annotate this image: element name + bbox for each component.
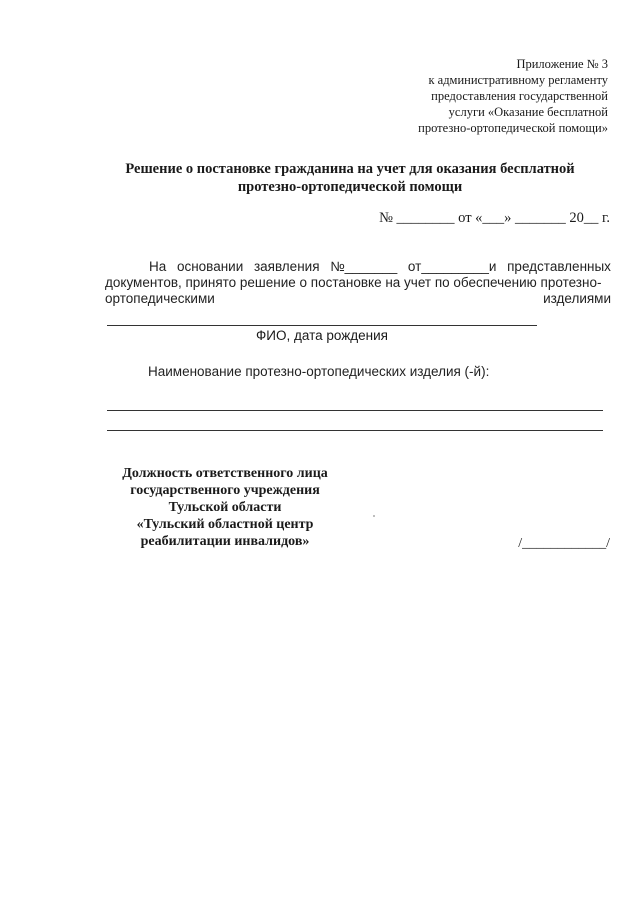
basis-word: заявления [253,259,320,274]
official-position [95,465,355,550]
basis-paragraph [105,259,611,307]
number-date-line: № ________ от «___» _______ 20__ г. [379,210,610,226]
basis-row [105,259,611,275]
document-title [80,160,620,196]
official-line: Тульской области [168,500,282,515]
basis-word: №_______ [330,259,398,274]
basis-text: ортопедическими [105,291,215,306]
annex-line: услуги «Оказание бесплатной [448,105,608,119]
basis-row [105,291,611,307]
fio-label: ФИО, дата рождения [256,328,388,343]
annex-header [418,56,608,136]
official-line: реабилитации инвалидов» [140,534,310,549]
annex-line: предоставления государственной [431,89,608,103]
basis-word: от_________и [407,259,497,274]
title-line: Решение о постановке гражданина на учет для оказания бесплатной [125,161,575,177]
items-fill-line [107,430,603,431]
basis-text: документов, принято решение о постановке на учет по обеспечению протезно- [105,275,602,290]
items-fill-line [107,410,603,411]
annex-line: протезно-ортопедической помощи» [418,121,608,135]
official-line: государственного учреждения [130,483,320,498]
official-line: Должность ответственного лица [122,466,328,481]
annex-line: к административному регламенту [428,73,608,87]
annex-line: Приложение № 3 [516,57,608,71]
basis-text: изделиями [543,291,611,306]
scan-speck [373,515,375,517]
items-label: Наименование протезно-ортопедических изделия (-й): [148,364,490,379]
fio-fill-line [107,325,537,326]
basis-word: представленных [507,259,611,274]
signature-line: /____________/ [518,536,610,551]
official-line: «Тульский областной центр [136,517,314,532]
basis-word: основании [176,259,244,274]
basis-word: На [149,259,167,274]
title-line: протезно-ортопедической помощи [237,179,463,195]
basis-row [105,275,611,291]
